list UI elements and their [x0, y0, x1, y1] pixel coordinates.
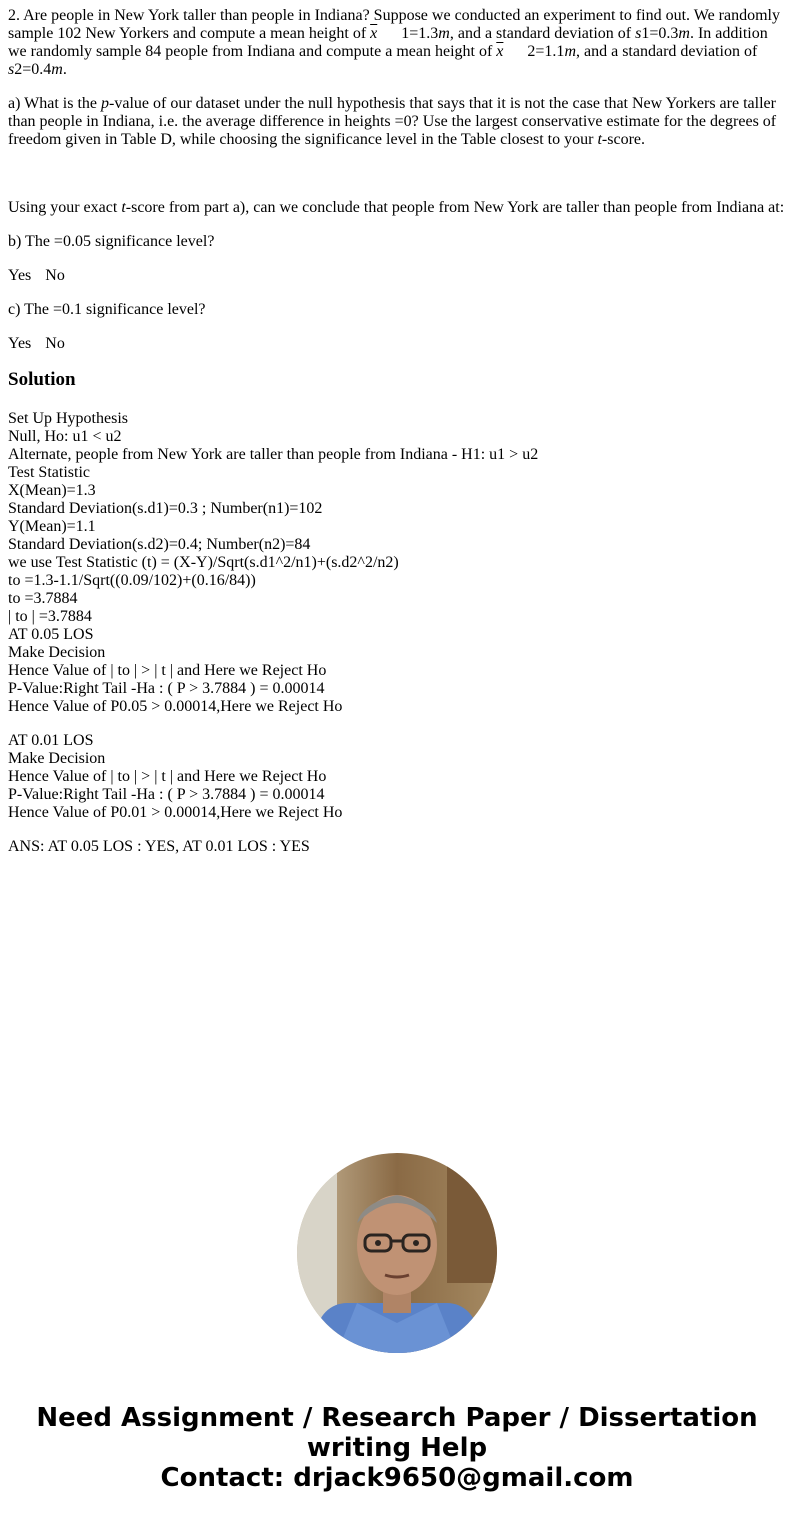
- solution-answer: ANS: AT 0.05 LOS : YES, AT 0.01 LOS : YES: [8, 838, 310, 855]
- solution-line: Alternate, people from New York are taller than people from Indiana - H1: u1 > u2: [8, 446, 539, 463]
- part-c-yes-option[interactable]: Yes: [8, 335, 32, 352]
- solution-block-2: [8, 732, 788, 822]
- solution-line: Standard Deviation(s.d2)=0.4; Number(n2)=84: [8, 536, 311, 553]
- solution-line: we use Test Statistic (t) = (X-Y)/Sqrt(s.d1^2/n1)+(s.d2^2/n2): [8, 554, 399, 571]
- promo-footer: [0, 1403, 794, 1493]
- solution-line: Standard Deviation(s.d1)=0.3 ; Number(n1)=102: [8, 500, 323, 517]
- solution-line: Hence Value of P0.01 > 0.00014,Here we Reject Ho: [8, 804, 343, 821]
- solution-line: Hence Value of | to | > | t | and Here we Reject Ho: [8, 662, 327, 679]
- solution-line: Hence Value of | to | > | t | and Here we Reject Ho: [8, 768, 327, 785]
- promo-line-2: writing Help: [306, 1433, 488, 1463]
- solution-line: to =3.7884: [8, 590, 78, 607]
- solution-line: Test Statistic: [8, 464, 90, 481]
- solution-line: X(Mean)=1.3: [8, 482, 96, 499]
- question-intro: 2. Are people in New York taller than people in Indiana? Suppose we conducted an experiment to find out. We randomly sample 102 New Yorkers and compute a mean height of $\overline{x}$ 1=1.3m, and a standard deviation of s1=0.3m. In addition we randomly sample 84 people from Indiana and compute a mean height of $\overline{x}$ 2=1.1m, and a standard deviation of s2=0.4m.: [8, 7, 780, 78]
- solution-line: AT 0.01 LOS: [8, 732, 94, 749]
- solution-line: | to | =3.7884: [8, 608, 92, 625]
- solution-line: Make Decision: [8, 750, 106, 767]
- part-b-options: [8, 267, 788, 285]
- solution-line: Null, Ho: u1 < u2: [8, 428, 122, 445]
- solution-line: P-Value:Right Tail -Ha : ( P > 3.7884 ) = 0.00014: [8, 680, 325, 697]
- author-portrait-image: [297, 1153, 497, 1353]
- solution-line: to =1.3-1.1/Sqrt((0.09/102)+(0.16/84)): [8, 572, 256, 589]
- document-body: [8, 7, 788, 856]
- solution-line: Y(Mean)=1.1: [8, 518, 96, 535]
- solution-line: Make Decision: [8, 644, 106, 661]
- solution-line: AT 0.05 LOS: [8, 626, 94, 643]
- solution-heading: Solution: [8, 369, 76, 390]
- part-b-yes-option[interactable]: Yes: [8, 267, 32, 284]
- solution-block-1: [8, 410, 788, 716]
- solution-line: P-Value:Right Tail -Ha : ( P > 3.7884 ) = 0.00014: [8, 786, 325, 803]
- part-b-no-option[interactable]: No: [45, 267, 65, 284]
- question-part-a: a) What is the p-value of our dataset under the null hypothesis that says that it is not the case that New Yorkers are taller than people in Indiana, i.e. the average difference in heights =0? Use the largest conservative estimate for the degrees of freedom given in Table D, while choosing the significance level in the Table closest to your t-score.: [8, 95, 777, 148]
- promo-line-1: Need Assignment / Research Paper / Dissertation: [36, 1403, 758, 1433]
- solution-line: Set Up Hypothesis: [8, 410, 128, 427]
- solution-line: Hence Value of P0.05 > 0.00014,Here we Reject Ho: [8, 698, 343, 715]
- part-c-no-option[interactable]: No: [45, 335, 65, 352]
- question-using-t-score: Using your exact t-score from part a), can we conclude that people from New York are taller than people from Indiana at:: [8, 199, 785, 216]
- promo-contact-line[interactable]: Contact: drjack9650@gmail.com: [160, 1463, 634, 1493]
- author-avatar: [297, 1153, 497, 1353]
- question-part-c: c) The =0.1 significance level?: [8, 301, 206, 318]
- question-part-b: b) The =0.05 significance level?: [8, 233, 215, 250]
- part-c-options: [8, 335, 788, 353]
